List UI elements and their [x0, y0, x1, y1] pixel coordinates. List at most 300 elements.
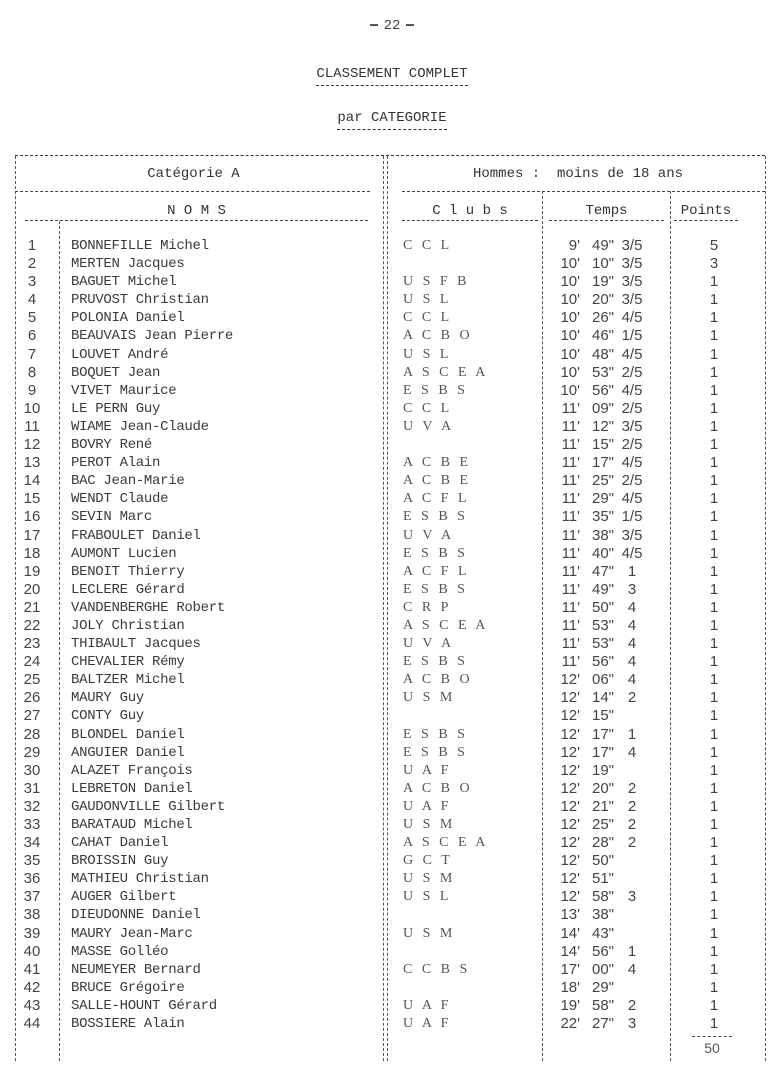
time-fraction: 2	[627, 834, 637, 852]
club: U S M	[403, 817, 456, 832]
athlete-name: BROISSIN Guy	[71, 853, 169, 870]
table-row	[0, 617, 784, 635]
time	[552, 545, 664, 563]
total-points: 50	[704, 1040, 720, 1056]
time-seconds: 19"	[591, 273, 614, 291]
points: 1	[709, 816, 719, 833]
rank: 4	[27, 291, 37, 309]
time	[552, 689, 664, 707]
rank: 13	[23, 454, 41, 472]
time-fraction: 4	[627, 635, 637, 653]
time-fraction: 3	[627, 888, 637, 906]
table-row	[0, 762, 784, 780]
club: G C T	[403, 853, 453, 869]
time-fraction: 4	[627, 616, 637, 634]
athlete-name: MERTEN Jacques	[71, 256, 185, 273]
time-seconds: 14"	[591, 689, 614, 707]
column-header-noms: N O M S	[167, 203, 226, 219]
table-row	[0, 581, 784, 599]
time-seconds: 15"	[591, 707, 614, 725]
time-minutes: 11'	[561, 490, 580, 508]
athlete-name: BENOIT Thierry	[71, 563, 185, 580]
athlete-name: LEBRETON Daniel	[71, 780, 193, 797]
rank: 27	[23, 707, 41, 725]
athlete-name: BAC Jean-Marie	[71, 473, 185, 490]
time	[552, 563, 664, 581]
time-fraction: 4/5	[621, 454, 643, 472]
time-minutes: 11'	[561, 508, 580, 526]
time-fraction: 3/5	[621, 237, 643, 254]
points: 1	[709, 960, 719, 978]
time-seconds: 47"	[591, 562, 614, 580]
time	[552, 888, 664, 906]
points: 1	[709, 490, 719, 508]
rank: 5	[27, 309, 37, 327]
table-row	[0, 852, 784, 870]
time-seconds: 25"	[591, 816, 614, 833]
time-fraction: 4	[627, 671, 637, 689]
table-row	[0, 454, 784, 472]
time-minutes: 18'	[560, 978, 580, 996]
points: 1	[709, 273, 719, 291]
table-row	[0, 707, 784, 725]
rank: 31	[23, 779, 41, 797]
points: 1	[709, 671, 719, 689]
athlete-name: VANDENBERGHE Robert	[71, 599, 225, 616]
points: 1	[709, 779, 719, 797]
table-row	[0, 653, 784, 671]
table-row	[0, 255, 784, 273]
table-row	[0, 291, 784, 309]
table-row	[0, 979, 784, 997]
points: 1	[709, 761, 719, 779]
time-minutes: 11'	[561, 454, 580, 472]
rank: 3	[27, 273, 37, 291]
document-subtitle-text: par CATEGORIE	[337, 110, 446, 130]
time-minutes: 14'	[560, 942, 580, 960]
time	[552, 997, 664, 1015]
points: 1	[709, 363, 719, 381]
time-seconds: 12"	[591, 417, 614, 435]
time-seconds: 38"	[591, 526, 614, 544]
club: E S B S	[403, 654, 468, 670]
time-fraction: 4	[627, 653, 637, 671]
athlete-name: BOQUET Jean	[71, 364, 161, 381]
time	[552, 382, 664, 400]
time	[552, 346, 664, 364]
time	[552, 816, 664, 834]
time	[552, 255, 664, 273]
time-minutes: 10'	[560, 345, 580, 363]
time-minutes: 12'	[560, 743, 580, 761]
table-row	[0, 563, 784, 581]
time-fraction: 1	[627, 562, 637, 580]
time-fraction: 3/5	[621, 417, 643, 435]
time	[552, 364, 664, 382]
time-seconds: 58"	[591, 888, 614, 906]
athlete-name: MATHIEU Christian	[71, 871, 209, 888]
time	[552, 454, 664, 472]
club: C R P	[403, 599, 452, 615]
time-seconds: 48"	[591, 345, 614, 363]
time-seconds: 49"	[591, 580, 614, 598]
time	[552, 581, 664, 599]
time-minutes: 12'	[560, 689, 580, 707]
table-row	[0, 273, 784, 291]
points: 1	[709, 417, 719, 435]
rank: 8	[27, 363, 37, 381]
athlete-name: THIBAULT Jacques	[71, 636, 201, 653]
time	[552, 635, 664, 653]
points: 1	[709, 852, 719, 870]
table-row	[0, 961, 784, 979]
time-minutes: 11'	[561, 544, 580, 562]
time	[552, 273, 664, 291]
time	[552, 906, 664, 924]
time-fraction: 3/5	[621, 526, 643, 544]
points: 1	[709, 1015, 719, 1033]
athlete-name: GAUDONVILLE Gilbert	[71, 798, 225, 815]
rank: 39	[23, 924, 41, 942]
time-seconds: 17"	[591, 725, 614, 743]
column-header-clubs: C l u b s	[432, 203, 508, 219]
time-fraction: 4	[627, 743, 637, 761]
rank: 32	[23, 797, 41, 815]
time-seconds: 17"	[591, 743, 614, 761]
club: A C F L	[403, 491, 470, 507]
points: 1	[709, 399, 719, 417]
header-separator-right	[402, 191, 765, 192]
athlete-name: JOLY Christian	[71, 617, 185, 634]
time-minutes: 10'	[560, 381, 580, 399]
time-seconds: 40"	[591, 544, 614, 562]
time-fraction: 2/5	[621, 436, 643, 454]
time	[552, 327, 664, 345]
time	[552, 798, 664, 816]
time-seconds: 29"	[591, 978, 614, 996]
club: A S C E A	[403, 617, 489, 633]
points: 1	[709, 291, 719, 309]
time-minutes: 10'	[560, 273, 580, 291]
time-minutes: 11'	[561, 472, 580, 490]
athlete-name: LOUVET André	[71, 346, 169, 363]
club: C C L	[403, 238, 453, 253]
points: 1	[709, 544, 719, 562]
time-seconds: 38"	[591, 906, 614, 924]
athlete-name: BRUCE Grégoire	[71, 979, 185, 996]
time-fraction: 2	[627, 779, 637, 797]
rank: 38	[23, 906, 41, 924]
club: A S C E A	[403, 835, 489, 851]
club: E S B S	[403, 545, 468, 561]
rank: 10	[23, 399, 41, 417]
time-fraction: 3/5	[621, 291, 643, 309]
time-seconds: 53"	[591, 616, 614, 634]
time	[552, 508, 664, 526]
table-row	[0, 816, 784, 834]
rank: 40	[23, 942, 41, 960]
table-row	[0, 870, 784, 888]
time-fraction: 1	[627, 725, 637, 743]
time-seconds: 10"	[591, 255, 614, 273]
table-row	[0, 834, 784, 852]
athlete-name: BAGUET Michel	[71, 274, 177, 291]
time-minutes: 10'	[560, 327, 580, 345]
time	[552, 671, 664, 689]
time-fraction: 4/5	[621, 345, 643, 363]
total-underline	[692, 1036, 732, 1037]
points: 5	[709, 237, 719, 254]
rank: 44	[23, 1015, 41, 1033]
athlete-name: MAURY Guy	[71, 690, 144, 707]
rank: 30	[23, 761, 41, 779]
time-minutes: 12'	[560, 834, 580, 852]
rank: 16	[23, 508, 41, 526]
points: 1	[709, 906, 719, 924]
time-minutes: 19'	[560, 996, 580, 1014]
time-seconds: 56"	[591, 653, 614, 671]
table-row	[0, 798, 784, 816]
points-underline	[674, 220, 738, 221]
athlete-name: BOSSIERE Alain	[71, 1016, 185, 1033]
time-fraction: 4/5	[621, 490, 643, 508]
athlete-name: PRUVOST Christian	[71, 292, 209, 309]
rank: 33	[23, 816, 41, 833]
club: U S M	[403, 690, 456, 706]
athlete-name: AUMONT Lucien	[71, 545, 177, 562]
club: E S B S	[403, 581, 468, 597]
points: 1	[709, 381, 719, 399]
time-seconds: 50"	[591, 598, 614, 616]
club: E S B S	[403, 509, 468, 525]
club: U S L	[403, 346, 452, 362]
table-row	[0, 327, 784, 345]
points: 1	[709, 345, 719, 363]
column-header-points: Points	[680, 203, 732, 219]
time-fraction: 2	[627, 797, 637, 815]
time	[552, 961, 664, 979]
table-row	[0, 943, 784, 961]
points: 1	[709, 472, 719, 490]
club: A C B E	[403, 473, 472, 489]
table-row	[0, 527, 784, 545]
points: 1	[709, 870, 719, 888]
results-rows	[0, 237, 784, 1033]
document-subtitle	[0, 110, 784, 126]
time-seconds: 35"	[591, 508, 614, 526]
time-fraction: 4/5	[621, 381, 643, 399]
time-fraction: 2/5	[621, 472, 643, 490]
time	[552, 527, 664, 545]
time-minutes: 12'	[560, 707, 580, 725]
time	[552, 237, 664, 255]
time-seconds: 20"	[591, 291, 614, 309]
time-minutes: 12'	[560, 797, 580, 815]
points: 1	[709, 797, 719, 815]
time-fraction: 1	[627, 942, 637, 960]
time-minutes: 10'	[560, 255, 580, 273]
time	[552, 780, 664, 798]
athlete-name: FRABOULET Daniel	[71, 527, 201, 544]
time-minutes: 9'	[568, 237, 580, 254]
time	[552, 291, 664, 309]
club: U S F B	[403, 274, 470, 290]
points: 1	[709, 309, 719, 327]
points: 1	[709, 526, 719, 544]
time-fraction: 1/5	[621, 327, 643, 345]
rank: 23	[23, 635, 41, 653]
points: 1	[709, 327, 719, 345]
club: C C L	[403, 400, 453, 416]
club: U A F	[403, 997, 452, 1013]
points: 1	[709, 598, 719, 616]
points: 1	[709, 635, 719, 653]
table-row	[0, 382, 784, 400]
points: 1	[709, 924, 719, 942]
athlete-name: WENDT Claude	[71, 491, 169, 508]
noms-underline	[25, 220, 368, 221]
header-separator-left	[15, 191, 370, 192]
table-row	[0, 364, 784, 382]
time	[552, 1015, 664, 1033]
athlete-name: ANGUIER Daniel	[71, 744, 185, 761]
time-seconds: 50"	[591, 852, 614, 870]
club: A C B O	[403, 328, 473, 344]
table-row	[0, 689, 784, 707]
time-minutes: 12'	[560, 816, 580, 833]
rank: 25	[23, 671, 41, 689]
athlete-name: NEUMEYER Bernard	[71, 961, 201, 978]
athlete-name: BEAUVAIS Jean Pierre	[71, 328, 234, 345]
time	[552, 852, 664, 870]
time-fraction: 1/5	[621, 508, 643, 526]
time-seconds: 56"	[591, 381, 614, 399]
time-minutes: 13'	[560, 906, 580, 924]
athlete-name: CHEVALIER Rémy	[71, 654, 185, 671]
time-seconds: 15"	[591, 436, 614, 454]
time-seconds: 29"	[591, 490, 614, 508]
rank: 19	[23, 562, 41, 580]
club: U A F	[403, 762, 452, 778]
time-seconds: 53"	[591, 363, 614, 381]
time-fraction: 3/5	[621, 255, 643, 273]
time-minutes: 11'	[561, 562, 580, 580]
athlete-name: POLONIA Daniel	[71, 310, 185, 327]
document-title-text: CLASSEMENT COMPLET	[316, 66, 467, 86]
rank: 26	[23, 689, 41, 707]
time-seconds: 19"	[591, 761, 614, 779]
points: 1	[709, 508, 719, 526]
points: 1	[709, 616, 719, 634]
time	[552, 762, 664, 780]
table-row	[0, 726, 784, 744]
club: A C B O	[403, 672, 473, 688]
time-seconds: 27"	[591, 1015, 614, 1033]
dash-right	[406, 24, 414, 26]
rank: 28	[23, 725, 41, 743]
time-minutes: 11'	[561, 616, 580, 634]
group-label: Hommes : moins de 18 ans	[472, 166, 684, 182]
time-minutes: 11'	[561, 635, 580, 653]
time-fraction: 4	[627, 960, 637, 978]
rank: 21	[23, 598, 41, 616]
table-row	[0, 237, 784, 255]
club: U S L	[403, 889, 452, 905]
athlete-name: LE PERN Guy	[71, 400, 161, 417]
time-fraction: 3	[627, 580, 637, 598]
rank: 41	[23, 960, 41, 978]
time-minutes: 11'	[561, 399, 580, 417]
time	[552, 925, 664, 943]
time	[552, 870, 664, 888]
points: 1	[709, 725, 719, 743]
time	[552, 436, 664, 454]
time-fraction: 3/5	[621, 273, 643, 291]
club: U A F	[403, 798, 452, 814]
time-minutes: 22'	[560, 1015, 580, 1033]
time-seconds: 58"	[591, 996, 614, 1014]
time	[552, 943, 664, 961]
rank: 37	[23, 888, 41, 906]
athlete-name: CONTY Guy	[71, 708, 144, 725]
time-minutes: 12'	[560, 888, 580, 906]
athlete-name: MAURY Jean-Marc	[71, 925, 193, 942]
athlete-name: BALTZER Michel	[71, 672, 185, 689]
club: U A F	[403, 1016, 452, 1032]
club: U V A	[403, 418, 455, 434]
rank: 1	[27, 237, 37, 254]
points: 1	[709, 743, 719, 761]
time-seconds: 49"	[591, 237, 614, 254]
club: U V A	[403, 527, 455, 543]
athlete-name: WIAME Jean-Claude	[71, 418, 209, 435]
time-fraction: 4/5	[621, 544, 643, 562]
club: E S B S	[403, 726, 468, 742]
time-minutes: 11'	[561, 580, 580, 598]
table-row	[0, 346, 784, 364]
time-minutes: 10'	[560, 309, 580, 327]
athlete-name: BARATAUD Michel	[71, 817, 193, 833]
time	[552, 599, 664, 617]
athlete-name: VIVET Maurice	[71, 382, 177, 399]
rank: 14	[23, 472, 41, 490]
table-row	[0, 888, 784, 906]
time	[552, 400, 664, 418]
rank: 15	[23, 490, 41, 508]
club: C C B S	[403, 961, 471, 977]
time-minutes: 12'	[560, 779, 580, 797]
rank: 12	[23, 436, 41, 454]
club: C C L	[403, 310, 453, 326]
time-fraction: 4	[627, 598, 637, 616]
time-fraction: 2	[627, 689, 637, 707]
points: 1	[709, 978, 719, 996]
points: 1	[709, 707, 719, 725]
table-row	[0, 400, 784, 418]
rank: 22	[23, 616, 41, 634]
athlete-name: BLONDEL Daniel	[71, 726, 185, 743]
athlete-name: DIEUDONNE Daniel	[71, 907, 201, 924]
athlete-name: SALLE-HOUNT Gérard	[71, 997, 217, 1014]
time-minutes: 11'	[561, 653, 580, 671]
points: 1	[709, 436, 719, 454]
club: A C B O	[403, 780, 473, 796]
rank: 43	[23, 996, 41, 1014]
table-row	[0, 418, 784, 436]
rank: 36	[23, 870, 41, 888]
rank: 29	[23, 743, 41, 761]
club: E S B S	[403, 744, 468, 760]
